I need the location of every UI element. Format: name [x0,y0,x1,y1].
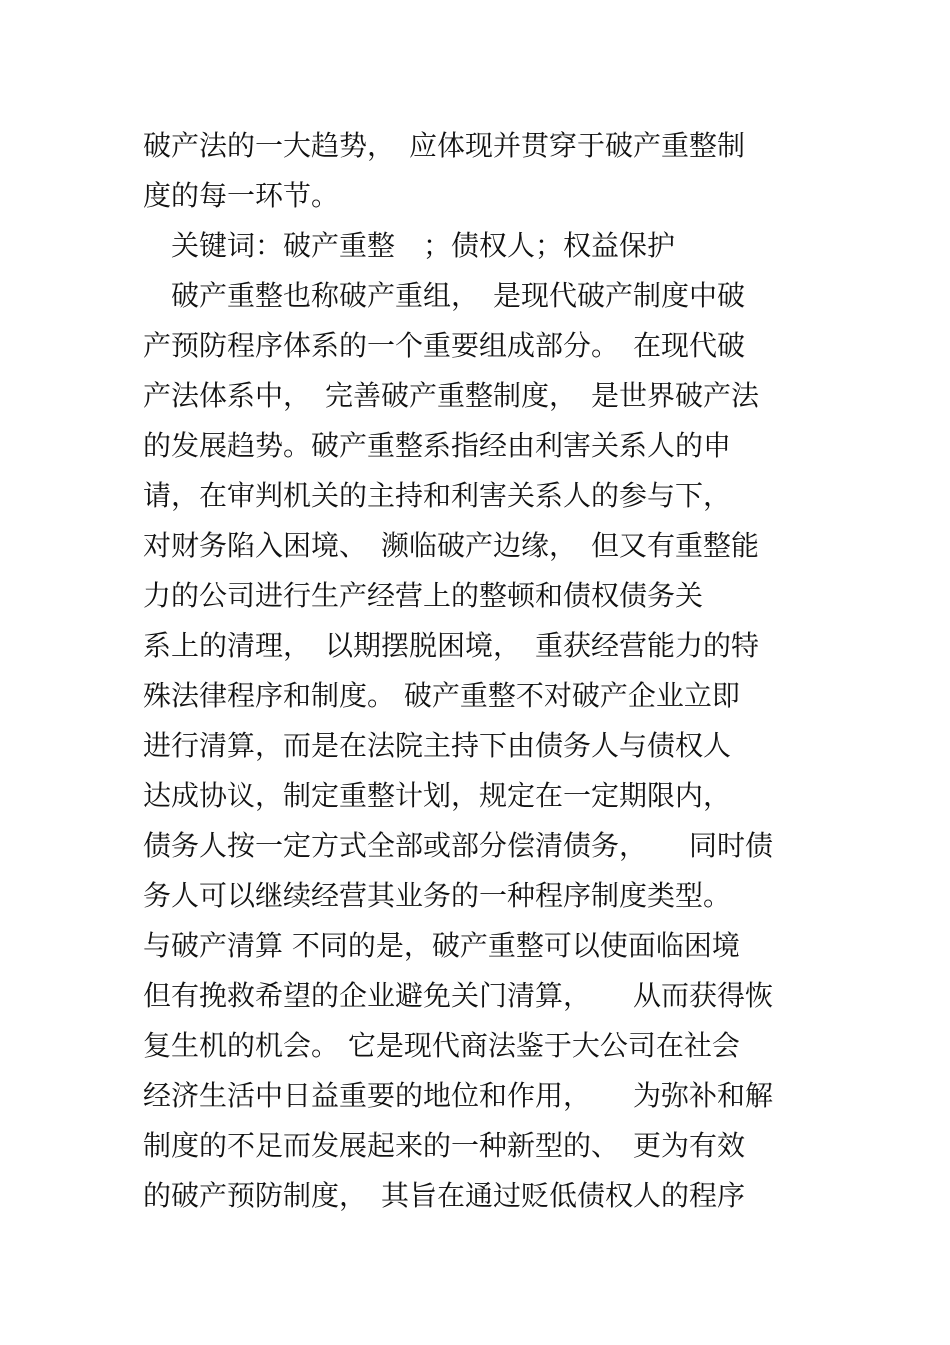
text-line-11: 系上的清理， 以期摆脱困境， 重获经营能力的特 [143,629,760,662]
text-line-1: 破产法的一大趋势， 应体现并贯穿于破产重整制 [143,129,746,162]
text-line-4: 破产重整也称破产重组， 是现代破产制度中破 [143,279,746,312]
text-line-20: 经济生活中日益重要的地位和作用， 为弥补和解 [143,1079,774,1112]
text-line-14: 达成协议，制定重整计划，规定在一定期限内， [143,779,732,812]
text-line-7: 的发展趋势。破产重整系指经由利害关系人的申 [143,429,732,462]
keywords-line: 关键词：破产重整 ；债权人；权益保护 [143,229,676,262]
text-line-19: 复生机的机会。 它是现代商法鉴于大公司在社会 [143,1029,740,1062]
text-line-16: 务人可以继续经营其业务的一种程序制度类型。 [143,879,732,912]
text-line-13: 进行清算，而是在法院主持下由债务人与债权人 [143,729,732,762]
text-line-18: 但有挽救希望的企业避免关门清算， 从而获得恢 [143,979,774,1012]
text-line-21: 制度的不足而发展起来的一种新型的、 更为有效 [143,1129,746,1162]
text-line-15: 债务人按一定方式全部或部分偿清债务， 同时债 [143,829,774,862]
text-line-12: 殊法律程序和制度。 破产重整不对破产企业立即 [143,679,740,712]
body-text [143,121,813,1221]
text-line-22: 的破产预防制度， 其旨在通过贬低债权人的程序 [143,1179,746,1212]
text-line-10: 力的公司进行生产经营上的整顿和债权债务关 [143,579,704,612]
text-line-17: 与破产清算 不同的是，破产重整可以使面临困境 [143,929,740,962]
text-line-9: 对财务陷入困境、 濒临破产边缘， 但又有重整能 [143,529,760,562]
text-line-6: 产法体系中， 完善破产重整制度， 是世界破产法 [143,379,760,412]
text-line-2: 度的每一环节。 [143,179,340,212]
text-line-8: 请，在审判机关的主持和利害关系人的参与下， [143,479,732,512]
text-line-5: 产预防程序体系的一个重要组成部分。 在现代破 [143,329,746,362]
